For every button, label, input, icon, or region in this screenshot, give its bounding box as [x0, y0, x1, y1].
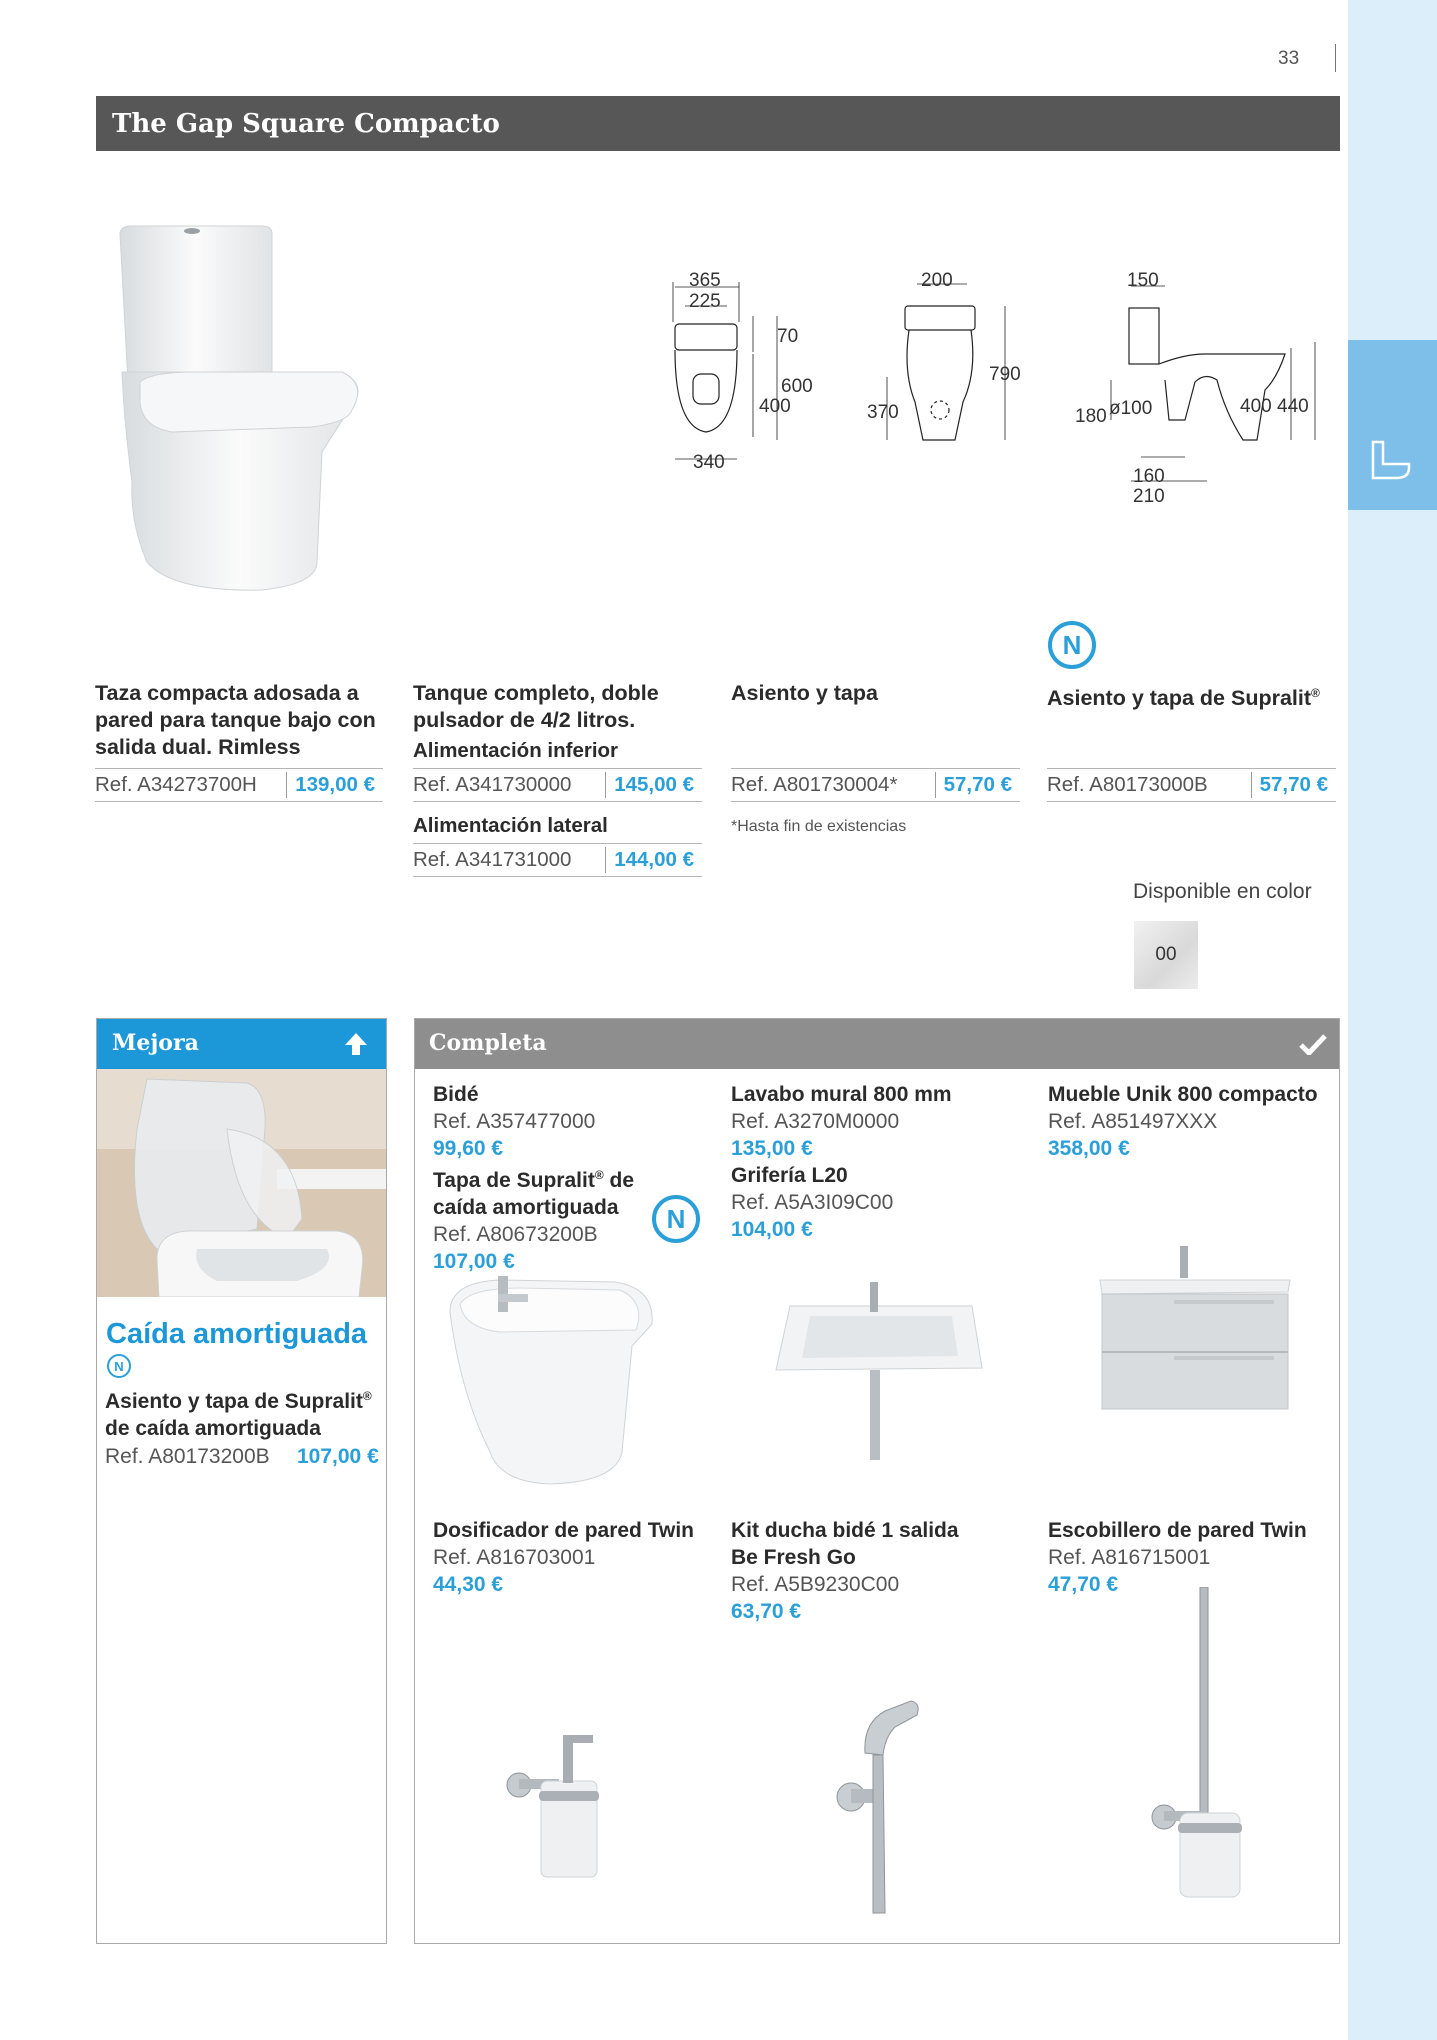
product-ref: Ref. A341731000: [413, 848, 572, 871]
dim-210: 210: [1133, 486, 1165, 507]
dim-70: 70: [777, 326, 799, 347]
product-price: 145,00 €: [614, 773, 694, 796]
mejora-description: [105, 1383, 385, 1442]
mejora-title: Mejora: [112, 1030, 199, 1056]
arrow-up-icon: [343, 1031, 369, 1057]
product-ref-row: [413, 768, 702, 802]
toilet-icon: [1370, 440, 1412, 482]
item-name-line2: caída amortiguada: [433, 1196, 619, 1219]
product-description: Asiento y tapa: [731, 681, 878, 705]
dim-150: 150: [1127, 270, 1159, 291]
item-price: 47,70 €: [1048, 1573, 1119, 1596]
technical-drawing: [665, 262, 1345, 512]
mejora-price: 107,00 €: [297, 1445, 379, 1468]
toilet-brush-image: [1150, 1587, 1250, 1907]
item-price: 104,00 €: [731, 1218, 813, 1241]
item-name: Lavabo mural 800 mm: [731, 1083, 952, 1106]
product-subtitle: Alimentación inferior: [413, 739, 619, 762]
item-ref: Ref. A5B9230C00: [731, 1573, 900, 1596]
item-ref: Ref. A357477000: [433, 1110, 596, 1133]
item-name: Grifería L20: [731, 1164, 848, 1187]
product-price: 57,70 €: [1259, 773, 1328, 796]
product-price: 57,70 €: [943, 773, 1012, 796]
bidet-shower-kit-image: [825, 1693, 925, 1915]
color-swatch[interactable]: 00: [1134, 921, 1198, 989]
item-ref: Ref. A816715001: [1048, 1546, 1211, 1569]
page-number-divider: [1335, 44, 1336, 72]
item-ref: Ref. A3270M0000: [731, 1110, 900, 1133]
item-price: 358,00 €: [1048, 1137, 1130, 1160]
product-ref: Ref. A34273700H: [95, 773, 257, 796]
page-number: 33: [1278, 48, 1300, 69]
product-ref: Ref. A80173000B: [1047, 773, 1208, 796]
new-badge: N: [1048, 621, 1096, 669]
item-ref: Ref. A816703001: [433, 1546, 596, 1569]
item-name: [433, 1162, 713, 1194]
item-ref: Ref. A5A3I09C00: [731, 1191, 894, 1214]
dim-790: 790: [989, 364, 1021, 385]
checkmark-icon: [1299, 1033, 1327, 1055]
dim-pipe: ø100: [1109, 398, 1153, 419]
mejora-desc-line2: de caída amortiguada: [105, 1417, 321, 1440]
item-name-line2: Be Fresh Go: [731, 1546, 856, 1569]
product-description: Taza compacta adosada a pared para tanque bajo con salida dual. Rimless: [95, 681, 376, 759]
dim-180: 180: [1075, 406, 1107, 427]
dim-225: 225: [689, 291, 721, 312]
item-ref: Ref. A851497XXX: [1048, 1110, 1218, 1133]
completa-title: Completa: [429, 1030, 547, 1056]
completa-item-bide: [433, 1081, 713, 1275]
section-tab[interactable]: [1348, 340, 1437, 510]
completa-item-dosificador: [433, 1517, 713, 1598]
dim-340: 340: [693, 452, 725, 473]
product-price: 139,00 €: [295, 773, 375, 796]
item-price: 135,00 €: [731, 1137, 813, 1160]
dim-200: 200: [921, 270, 953, 291]
completa-item-lavabo: [731, 1081, 1011, 1243]
product-ref-row: [1047, 768, 1336, 802]
mejora-ref: Ref. A80173200B: [105, 1445, 270, 1468]
bidet-image: [440, 1272, 665, 1487]
dim-400-top: 400: [759, 396, 791, 417]
registered-mark: ®: [1311, 686, 1320, 700]
item-price: 107,00 €: [433, 1250, 515, 1273]
dim-600: 600: [781, 376, 813, 397]
product-ref-row: [413, 843, 702, 877]
new-badge: N: [652, 1195, 700, 1243]
dim-365: 365: [689, 270, 721, 291]
mejora-desc-line1: Asiento y tapa de Supralit: [105, 1390, 363, 1413]
page-title: The Gap Square Compacto: [112, 109, 500, 139]
item-ref: Ref. A80673200B: [433, 1223, 598, 1246]
footnote: *Hasta fin de existencias: [731, 818, 907, 835]
product-description: [1047, 680, 1337, 712]
item-name: Bidé: [433, 1083, 479, 1106]
product-description: Tanque completo, doble pulsador de 4/2 litros.: [413, 681, 659, 732]
product-ref: Ref. A801730004*: [731, 773, 898, 796]
item-name: Kit ducha bidé 1 salida: [731, 1519, 959, 1542]
item-name-part: Tapa de Supralit: [433, 1169, 595, 1192]
product-ref: Ref. A341730000: [413, 773, 572, 796]
mejora-product-title: Caída amortiguada: [106, 1318, 368, 1350]
item-name: Escobillero de pared Twin: [1048, 1519, 1307, 1542]
completa-header: [415, 1019, 1339, 1069]
item-name: Mueble Unik 800 compacto: [1048, 1083, 1318, 1106]
item-price: 99,60 €: [433, 1137, 504, 1160]
product-subtitle: Alimentación lateral: [413, 814, 608, 837]
dim-440: 440: [1277, 396, 1309, 417]
dim-400-side: 400: [1240, 396, 1272, 417]
item-name: Dosificador de pared Twin: [433, 1519, 694, 1542]
product-ref-row: [95, 768, 383, 802]
item-price: 63,70 €: [731, 1600, 802, 1623]
completa-item-mueble: [1048, 1081, 1338, 1162]
dim-160: 160: [1133, 466, 1165, 487]
item-name-part: de: [603, 1169, 634, 1192]
product-name: Asiento y tapa de Supralit: [1047, 686, 1312, 711]
dim-370: 370: [867, 402, 899, 423]
product-ref-row: [731, 768, 1020, 802]
color-label: Disponible en color: [1133, 880, 1312, 903]
vanity-unit-image: [1094, 1242, 1294, 1417]
completa-item-escobillero: [1048, 1517, 1338, 1598]
registered-mark: ®: [362, 1389, 372, 1403]
toilet-product-image: [112, 222, 372, 602]
registered-mark: ®: [594, 1168, 604, 1182]
washbasin-image: [772, 1278, 987, 1468]
completa-item-kit-ducha: [731, 1517, 1011, 1625]
new-badge: N: [107, 1354, 131, 1378]
page-sidebar: [1348, 0, 1437, 2040]
soap-dispenser-image: [505, 1725, 605, 1885]
soft-close-seat-image: [97, 1069, 386, 1297]
product-price: 144,00 €: [614, 848, 694, 871]
item-price: 44,30 €: [433, 1573, 504, 1596]
